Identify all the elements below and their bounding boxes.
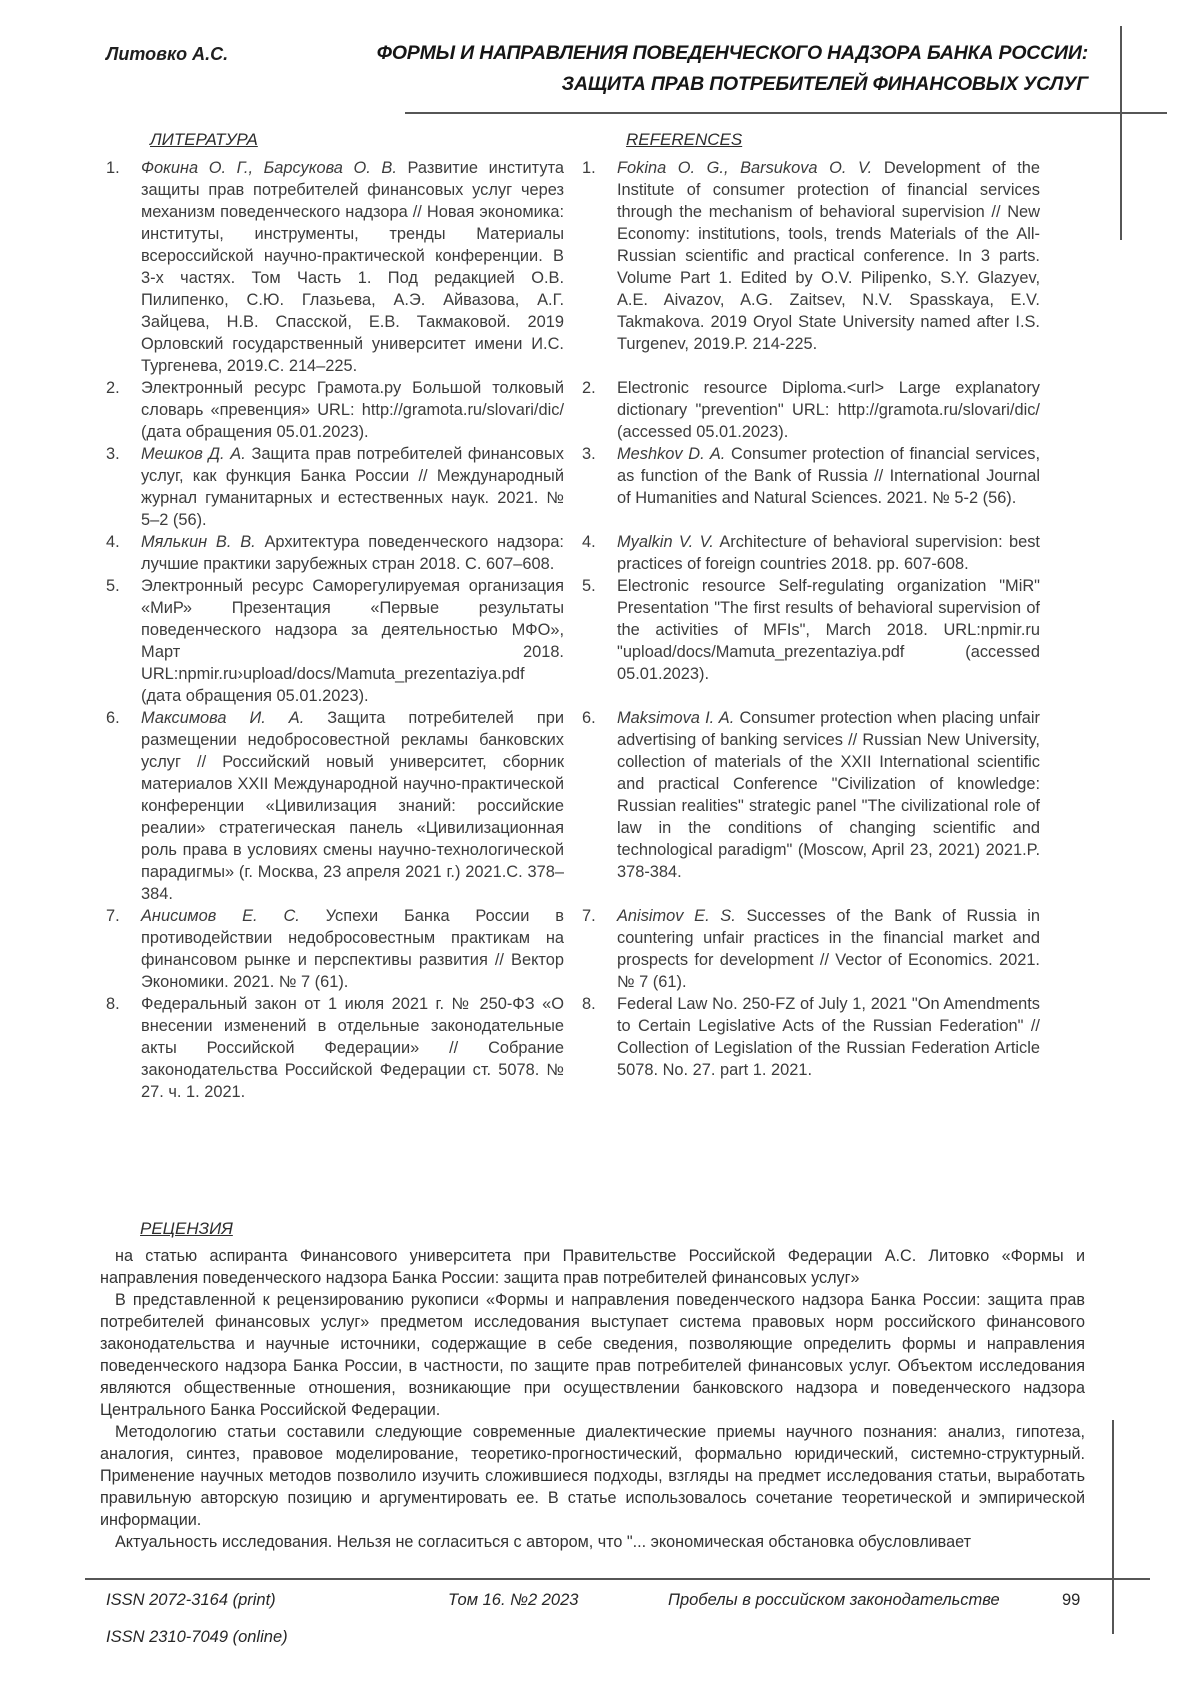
- journal-title: Пробелы в российском законодательстве: [668, 1591, 1000, 1609]
- reference-row: [106, 377, 1040, 443]
- ref-text: Consumer protection when placing unfair advertising of banking services // Russian New University, collection of materials of the XXII International scientific and practical Conference "Civilization of knowledge: Russian realities" strategic panel "The civilizational role of law in the conditions of changing scientific and technological paradigm" (Moscow, April 23, 2021) 2021.P. 378-384.: [617, 709, 1040, 881]
- ref-num: 6.: [582, 709, 596, 727]
- literature-item-3: [106, 443, 564, 531]
- reference-item-8: [582, 993, 1040, 1103]
- ref-body: [141, 377, 564, 443]
- reference-item-2: [582, 377, 1040, 443]
- literature-item-2: [106, 377, 564, 443]
- literature-item-5: [106, 575, 564, 707]
- ref-authors: Anisimov E. S.: [617, 907, 736, 925]
- page-title-line-1: ФОРМЫ И НАПРАВЛЕНИЯ ПОВЕДЕНЧЕСКОГО НАДЗОРА БАНКА РОССИИ:: [376, 42, 1088, 64]
- ref-authors: Максимова И. А.: [141, 709, 305, 727]
- reference-row: [106, 707, 1040, 905]
- ref-body: [617, 993, 1040, 1103]
- header-rule: [405, 112, 1167, 114]
- ref-body: [141, 443, 564, 531]
- bottom-right-border-line: [1112, 1420, 1114, 1634]
- header-author: Литовко А.С.: [106, 44, 229, 64]
- literature-item-8: [106, 993, 564, 1103]
- review-heading: РЕЦЕНЗИЯ: [140, 1219, 233, 1238]
- ref-body: [617, 531, 1040, 575]
- reference-row: [106, 575, 1040, 707]
- literature-item-1: [106, 157, 564, 377]
- ref-text: Development of the Institute of consumer protection of financial services through the mechanism of behavioral supervision // New Economy: institutions, tools, trends Materials of the All-Russian scientific and practical conference. In 3 parts. Volume Part 1. Edited by O.V. Pilipenko, S.Y. Glazyev, A.E. Aivazov, A.G. Zaitsev, N.V. Spasskaya, E.V. Takmakova. 2019 Oryol State University named after I.S. Turgenev, 2019.P. 214-225.: [617, 159, 1040, 353]
- ref-body: [617, 905, 1040, 993]
- ref-authors: Мялькин В. В.: [141, 533, 256, 551]
- ref-num: 8.: [106, 995, 120, 1013]
- ref-text: Электронный ресурс Саморегулируемая организация «МиР» Презентация «Первые результаты поведенческого надзора за деятельностью МФО», Март 2018. URL:npmir.ru›upload/docs/Mamuta_prezentaziya.pdf (дата обращения 05.01.2023).: [141, 577, 564, 705]
- ref-text: Электронный ресурс Грамота.ру Большой толковый словарь «превенция» URL: http://gramota.ru/slovari/dic/ (дата обращения 05.01.2023).: [141, 379, 564, 441]
- ref-num: 3.: [106, 445, 120, 463]
- ref-text: Successes of the Bank of Russia in countering unfair practices in the financial market and prospects for development // Vector of Economics. 2021. № 7 (61).: [617, 907, 1040, 991]
- ref-authors: Мешков Д. А.: [141, 445, 246, 463]
- literature-item-6: [106, 707, 564, 905]
- ref-num: 1.: [582, 159, 596, 177]
- reference-item-5: [582, 575, 1040, 707]
- ref-num: 2.: [106, 379, 120, 397]
- ref-text: Electronic resource Self-regulating organization "MiR" Presentation "The first results of behavioral supervision of the activities of MFIs", March 2018. URL:npmir.ru "upload/docs/Mamuta_prezentaziya.pdf (accessed 05.01.2023).: [617, 577, 1040, 683]
- ref-text: Consumer protection of financial services, as function of the Bank of Russia // International Journal of Humanities and Natural Sciences. 2021. № 5-2 (56).: [617, 445, 1041, 507]
- ref-body: [617, 377, 1040, 443]
- ref-authors: Анисимов Е. С.: [141, 907, 300, 925]
- ref-body: [141, 575, 564, 707]
- literature-heading: ЛИТЕРАТУРА: [150, 130, 258, 149]
- ref-authors: Myalkin V. V.: [617, 533, 714, 551]
- ref-text: Federal Law No. 250-FZ of July 1, 2021 "On Amendments to Certain Legislative Acts of the Russian Federation" // Collection of Legislation of the Russian Federation Article 5078. No. 27. part 1. 2021.: [617, 995, 1040, 1079]
- ref-text: Защита прав потребителей финансовых услуг, как функция Банка России // Международный журнал гуманитарных и естественных наук. 2021. № 5–2 (56).: [141, 445, 564, 529]
- volume-issue: Том 16. №2 2023: [448, 1591, 579, 1609]
- reference-item-6: [582, 707, 1040, 905]
- ref-num: 8.: [582, 995, 596, 1013]
- reference-item-3: [582, 443, 1040, 531]
- ref-authors: Meshkov D. A.: [617, 445, 726, 463]
- reference-row: [106, 531, 1040, 575]
- ref-num: 5.: [106, 577, 120, 595]
- headings-row: [106, 130, 1040, 157]
- page-title: [368, 38, 1088, 100]
- ref-num: 4.: [106, 533, 120, 551]
- ref-text: Успехи Банка России в противодействии недобросовестным практикам на финансовом рынке и перспективы развития // Вектор Экономики. 2021. № 7 (61).: [141, 907, 564, 991]
- reference-row: [106, 905, 1040, 993]
- ref-authors: Fokina O. G., Barsukova O. V.: [617, 159, 873, 177]
- reference-row: [106, 157, 1040, 377]
- references-section: [106, 130, 1040, 1103]
- literature-item-7: [106, 905, 564, 993]
- ref-body: [141, 157, 564, 377]
- ref-text: Electronic resource Diploma.<url> Large explanatory dictionary "prevention" URL: http://gramota.ru/slovari/dic/ (accessed 05.01.2023).: [617, 379, 1040, 441]
- ref-text: Защита потребителей при размещении недобросовестной рекламы банковских услуг // Российский новый университет, сборник материалов XXII Международной научно-практической конференции «Цивилизация знаний: российские реалии» стратегическая панель «Цивилизационная роль права в условиях смены научно-технологической парадигмы» (г. Москва, 23 апреля 2021 г.) 2021.С. 378–384.: [141, 709, 564, 903]
- review-paragraph-4: Актуальность исследования. Нельзя не согласиться с автором, что "... экономическая обстановка обусловливает: [115, 1533, 971, 1551]
- ref-text: Architecture of behavioral supervision: best practices of foreign countries 2018. pp. 607-608.: [617, 533, 1040, 573]
- ref-body: [141, 531, 564, 575]
- ref-authors: Фокина О. Г., Барсукова О. В.: [141, 159, 397, 177]
- reference-item-7: [582, 905, 1040, 993]
- ref-num: 6.: [106, 709, 120, 727]
- issn-online: ISSN 2310-7049 (online): [106, 1628, 288, 1646]
- ref-num: 2.: [582, 379, 596, 397]
- footer-rule: [85, 1578, 1150, 1580]
- ref-body: [617, 157, 1040, 377]
- ref-body: [617, 707, 1040, 905]
- ref-text: Развитие института защиты прав потребителей финансовых услуг через механизм поведенческого надзора // Новая экономика: институты, инструменты, тренды Материалы всероссийской научно-практической конференции. В 3-х частях. Том Часть 1. Под редакцией О.В. Пилипенко, С.Ю. Глазьева, А.Э. Айвазова, А.Г. Зайцева, Н.В. Спасской, Е.В. Такмаковой. 2019 Орловский государственный университет имени И.С. Тургенева, 2019.С. 214–225.: [141, 159, 565, 375]
- ref-text: Архитектура поведенческого надзора: лучшие практики зарубежных стран 2018. С. 607–608.: [141, 533, 564, 573]
- review-paragraph-1: на статью аспиранта Финансового университета при Правительстве Российской Федерации А.С. Литовко «Формы и направления поведенческого надзора Банка России: защита прав потребителей финансовых услуг»: [100, 1247, 1085, 1287]
- references-heading: REFERENCES: [626, 130, 743, 149]
- ref-text: Федеральный закон от 1 июля 2021 г. № 250-ФЗ «О внесении изменений в отдельные законодательные акты Российской Федерации» // Собрание законодательства Российской Федерации ст. 5078. № 27. ч. 1. 2021.: [141, 995, 564, 1101]
- ref-num: 7.: [106, 907, 120, 925]
- ref-body: [617, 443, 1040, 531]
- review-paragraph-2: В представленной к рецензированию рукописи «Формы и направления поведенческого надзора Банка России: защита прав потребителей финансовых услуг» предметом исследования выступает система правовых норм российского финансового законодательства и научные источники, содержащие в себе сведения, позволяющие определить формы и направления поведенческого надзора Банка России, в частности, по защите прав потребителей финансовых услуг. Объектом исследования являются общественные отношения, возникающие при осуществлении банковского надзора и поведенческого надзора Центрального Банка Российской Федерации.: [100, 1291, 1085, 1419]
- reference-row: [106, 443, 1040, 531]
- review-paragraph-3: Методологию статьи составили следующие современные диалектические приемы научного познания: анализ, гипотеза, аналогия, синтез, правовое моделирование, теоретико-прогностический, формально юридический, системно-структурный. Применение научных методов позволило изучить сложившиеся подходы, взгляды на предмет исследования статьи, выработать правильную авторскую позицию и аргументировать ее. В статье использовалось сочетание теоретической и эмпирической информации.: [100, 1423, 1085, 1529]
- ref-num: 5.: [582, 577, 596, 595]
- ref-body: [141, 707, 564, 905]
- issn-print: ISSN 2072-3164 (print): [106, 1591, 276, 1609]
- ref-num: 1.: [106, 159, 120, 177]
- ref-num: 3.: [582, 445, 596, 463]
- reference-item-4: [582, 531, 1040, 575]
- top-right-border-line: [1120, 26, 1122, 240]
- reference-item-1: [582, 157, 1040, 377]
- ref-authors: Maksimova I. A.: [617, 709, 735, 727]
- ref-num: 7.: [582, 907, 596, 925]
- ref-num: 4.: [582, 533, 596, 551]
- ref-body: [617, 575, 1040, 707]
- ref-body: [141, 905, 564, 993]
- literature-item-4: [106, 531, 564, 575]
- review-section: [100, 1218, 1085, 1553]
- page-number: 99: [1062, 1591, 1081, 1609]
- ref-body: [141, 993, 564, 1103]
- page-title-line-2: ЗАЩИТА ПРАВ ПОТРЕБИТЕЛЕЙ ФИНАНСОВЫХ УСЛУГ: [561, 73, 1088, 95]
- reference-row: [106, 993, 1040, 1103]
